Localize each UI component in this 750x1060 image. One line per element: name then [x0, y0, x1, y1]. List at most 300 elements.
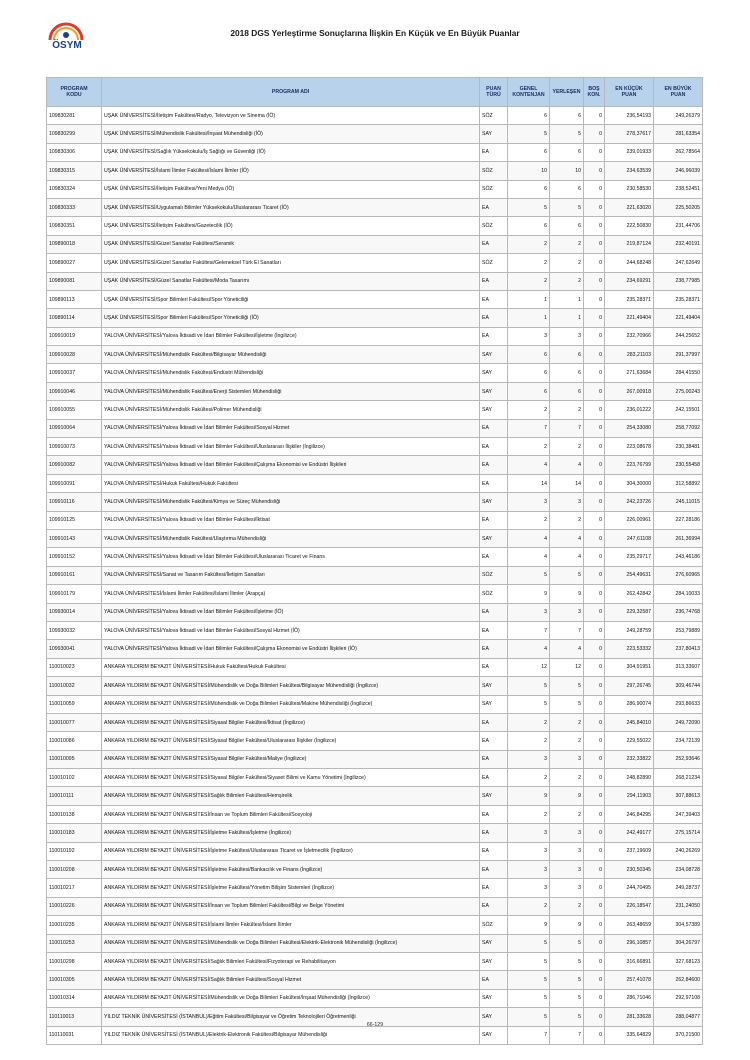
- table-row: [47, 1026, 703, 1044]
- score-type-cell: EA: [480, 309, 508, 327]
- program-code-cell: 109910091: [47, 474, 102, 492]
- general-quota-cell: 4: [508, 548, 550, 566]
- score-type-cell: SÖZ: [480, 107, 508, 125]
- general-quota-cell: 7: [508, 621, 550, 639]
- table-row: [47, 732, 703, 750]
- program-code-cell: 109830306: [47, 143, 102, 161]
- max-score-cell: 304,57389: [654, 916, 703, 934]
- min-score-cell: 297,26745: [605, 677, 654, 695]
- program-name-cell: YILDIZ TEKNİK ÜNİVERSİTESİ (İSTANBUL)/Eğitim Fakültesi/Bilgisayar ve Öğretim Teknolojileri Öğretmenliği: [102, 1008, 480, 1026]
- min-score-cell: 254,49631: [605, 566, 654, 584]
- max-score-cell: 307,88613: [654, 787, 703, 805]
- table-row: [47, 143, 703, 161]
- table-row: [47, 364, 703, 382]
- placed-cell: 3: [550, 824, 584, 842]
- program-name-cell: YALOVA ÜNİVERSİTESİ/Yalova İktisadi ve İdari Bilimler Fakültesi/Sosyal Hizmet (İÖ): [102, 621, 480, 639]
- table-row: [47, 529, 703, 547]
- empty-quota-cell: 0: [584, 438, 605, 456]
- min-score-cell: 283,21103: [605, 346, 654, 364]
- table-row: [47, 254, 703, 272]
- program-code-cell: 110010235: [47, 916, 102, 934]
- empty-quota-cell: 0: [584, 235, 605, 253]
- min-score-cell: 263,48659: [605, 916, 654, 934]
- empty-quota-cell: 0: [584, 621, 605, 639]
- program-code-cell: 110010023: [47, 658, 102, 676]
- max-score-cell: 238,77985: [654, 272, 703, 290]
- max-score-cell: 230,55458: [654, 456, 703, 474]
- empty-quota-cell: 0: [584, 511, 605, 529]
- general-quota-cell: 4: [508, 456, 550, 474]
- empty-quota-cell: 0: [584, 842, 605, 860]
- min-score-cell: 271,63684: [605, 364, 654, 382]
- program-name-cell: UŞAK ÜNİVERSİTESİ/Güzel Sanatlar Fakültesi/Moda Tasarımı: [102, 272, 480, 290]
- table-row: [47, 934, 703, 952]
- placed-cell: 10: [550, 162, 584, 180]
- max-score-cell: 244,25652: [654, 327, 703, 345]
- min-score-cell: 286,90074: [605, 695, 654, 713]
- program-code-cell: 110010208: [47, 861, 102, 879]
- score-type-cell: EA: [480, 198, 508, 216]
- general-quota-cell: 5: [508, 677, 550, 695]
- program-code-cell: 110010032: [47, 677, 102, 695]
- placed-cell: 4: [550, 529, 584, 547]
- max-score-cell: 312,58892: [654, 474, 703, 492]
- program-name-cell: ANKARA YILDIRIM BEYAZIT ÜNİVERSİTESİ/Mühendislik ve Doğa Bilimleri Fakültesi/Makine Mühendisliği (İngilizce): [102, 695, 480, 713]
- min-score-cell: 232,33822: [605, 750, 654, 768]
- general-quota-cell: 6: [508, 217, 550, 235]
- general-quota-cell: 6: [508, 143, 550, 161]
- placed-cell: 6: [550, 180, 584, 198]
- placed-cell: 6: [550, 346, 584, 364]
- col-header-general-quota: GENEL KONTENJAN: [508, 78, 550, 107]
- min-score-cell: 239,01933: [605, 143, 654, 161]
- general-quota-cell: 6: [508, 107, 550, 125]
- placed-cell: 12: [550, 658, 584, 676]
- placed-cell: 4: [550, 640, 584, 658]
- max-score-cell: 249,28737: [654, 879, 703, 897]
- placed-cell: 3: [550, 750, 584, 768]
- program-name-cell: ANKARA YILDIRIM BEYAZIT ÜNİVERSİTESİ/İşletme Fakültesi/Yönetim Bilişim Sistemleri (İngilizce): [102, 879, 480, 897]
- program-name-cell: YALOVA ÜNİVERSİTESİ/Yalova İktisadi ve İdari Bilimler Fakültesi/Çalışma Ekonomisi ve Endüstri İlişkileri: [102, 456, 480, 474]
- min-score-cell: 262,42842: [605, 585, 654, 603]
- table-row: [47, 861, 703, 879]
- min-score-cell: 226,00961: [605, 511, 654, 529]
- program-name-cell: UŞAK ÜNİVERSİTESİ/İslami İlimler Fakültesi/İslami İlimler (İÖ): [102, 162, 480, 180]
- general-quota-cell: 4: [508, 640, 550, 658]
- table-row: [47, 401, 703, 419]
- table-row: [47, 493, 703, 511]
- program-name-cell: ANKARA YILDIRIM BEYAZIT ÜNİVERSİTESİ/Sağlık Bilimleri Fakültesi/Fizyoterapi ve Rehabilitasyon: [102, 952, 480, 970]
- program-name-cell: UŞAK ÜNİVERSİTESİ/İletişim Fakültesi/Radyo, Televizyon ve Sinema (İÖ): [102, 107, 480, 125]
- score-type-cell: SAY: [480, 989, 508, 1007]
- table-row: [47, 180, 703, 198]
- placed-cell: 6: [550, 217, 584, 235]
- placed-cell: 3: [550, 861, 584, 879]
- placed-cell: 2: [550, 732, 584, 750]
- general-quota-cell: 3: [508, 824, 550, 842]
- min-score-cell: 234,69291: [605, 272, 654, 290]
- program-code-cell: 110010138: [47, 805, 102, 823]
- program-code-cell: 109890027: [47, 254, 102, 272]
- placed-cell: 3: [550, 603, 584, 621]
- max-score-cell: 309,46744: [654, 677, 703, 695]
- min-score-cell: 235,28371: [605, 290, 654, 308]
- empty-quota-cell: 0: [584, 474, 605, 492]
- score-type-cell: EA: [480, 971, 508, 989]
- placed-cell: 2: [550, 254, 584, 272]
- score-type-cell: EA: [480, 750, 508, 768]
- program-code-cell: 109930014: [47, 603, 102, 621]
- max-score-cell: 284,41550: [654, 364, 703, 382]
- program-name-cell: YALOVA ÜNİVERSİTESİ/Mühendislik Fakültesi/Polimer Mühendisliği: [102, 401, 480, 419]
- general-quota-cell: 1: [508, 290, 550, 308]
- max-score-cell: 242,15501: [654, 401, 703, 419]
- score-type-cell: SAY: [480, 382, 508, 400]
- general-quota-cell: 6: [508, 382, 550, 400]
- empty-quota-cell: 0: [584, 603, 605, 621]
- placed-cell: 2: [550, 438, 584, 456]
- program-code-cell: 109910073: [47, 438, 102, 456]
- empty-quota-cell: 0: [584, 1026, 605, 1044]
- placed-cell: 9: [550, 916, 584, 934]
- table-row: [47, 474, 703, 492]
- score-type-cell: SAY: [480, 934, 508, 952]
- general-quota-cell: 2: [508, 272, 550, 290]
- general-quota-cell: 5: [508, 989, 550, 1007]
- placed-cell: 5: [550, 125, 584, 143]
- program-code-cell: 109830351: [47, 217, 102, 235]
- max-score-cell: 235,28371: [654, 290, 703, 308]
- max-score-cell: 243,46186: [654, 548, 703, 566]
- max-score-cell: 293,86633: [654, 695, 703, 713]
- score-type-cell: EA: [480, 640, 508, 658]
- program-code-cell: 109910082: [47, 456, 102, 474]
- col-header-program-name: PROGRAM ADI: [102, 78, 480, 107]
- score-type-cell: EA: [480, 235, 508, 253]
- max-score-cell: 236,74768: [654, 603, 703, 621]
- score-type-cell: SÖZ: [480, 566, 508, 584]
- max-score-cell: 292,97108: [654, 989, 703, 1007]
- score-type-cell: SAY: [480, 677, 508, 695]
- placed-cell: 5: [550, 1008, 584, 1026]
- empty-quota-cell: 0: [584, 493, 605, 511]
- placed-cell: 2: [550, 769, 584, 787]
- results-table: [46, 77, 703, 1045]
- general-quota-cell: 6: [508, 364, 550, 382]
- max-score-cell: 221,49404: [654, 309, 703, 327]
- col-header-min-score: EN KÜÇÜK PUAN: [605, 78, 654, 107]
- max-score-cell: 232,40191: [654, 235, 703, 253]
- placed-cell: 5: [550, 566, 584, 584]
- empty-quota-cell: 0: [584, 861, 605, 879]
- general-quota-cell: 3: [508, 493, 550, 511]
- table-row: [47, 566, 703, 584]
- program-name-cell: YALOVA ÜNİVERSİTESİ/Sanat ve Tasarım Fakültesi/İletişim Sanatları: [102, 566, 480, 584]
- table-row: [47, 511, 703, 529]
- table-header-row: [47, 78, 703, 107]
- program-name-cell: ANKARA YILDIRIM BEYAZIT ÜNİVERSİTESİ/Siyasal Bilgiler Fakültesi/Uluslararası İlişkiler (İngilizce): [102, 732, 480, 750]
- score-type-cell: SAY: [480, 493, 508, 511]
- empty-quota-cell: 0: [584, 198, 605, 216]
- program-code-cell: 110010183: [47, 824, 102, 842]
- empty-quota-cell: 0: [584, 566, 605, 584]
- program-name-cell: YALOVA ÜNİVERSİTESİ/Yalova İktisadi ve İdari Bilimler Fakültesi/Çalışma Ekonomisi ve Endüstri İlişkileri (İÖ): [102, 640, 480, 658]
- placed-cell: 1: [550, 309, 584, 327]
- score-type-cell: SAY: [480, 787, 508, 805]
- general-quota-cell: 9: [508, 585, 550, 603]
- empty-quota-cell: 0: [584, 585, 605, 603]
- general-quota-cell: 3: [508, 861, 550, 879]
- program-name-cell: YALOVA ÜNİVERSİTESİ/Yalova İktisadi ve İdari Bilimler Fakültesi/Uluslararası İlişkiler (İngilizce): [102, 438, 480, 456]
- table-row: [47, 456, 703, 474]
- general-quota-cell: 2: [508, 713, 550, 731]
- empty-quota-cell: 0: [584, 695, 605, 713]
- placed-cell: 6: [550, 364, 584, 382]
- program-code-cell: 109910055: [47, 401, 102, 419]
- placed-cell: 5: [550, 198, 584, 216]
- empty-quota-cell: 0: [584, 419, 605, 437]
- general-quota-cell: 12: [508, 658, 550, 676]
- table-row: [47, 235, 703, 253]
- table-row: [47, 805, 703, 823]
- table-row: [47, 695, 703, 713]
- score-type-cell: EA: [480, 327, 508, 345]
- empty-quota-cell: 0: [584, 217, 605, 235]
- general-quota-cell: 10: [508, 162, 550, 180]
- program-code-cell: 110010086: [47, 732, 102, 750]
- table-row: [47, 750, 703, 768]
- score-type-cell: EA: [480, 290, 508, 308]
- score-type-cell: EA: [480, 713, 508, 731]
- max-score-cell: 253,79889: [654, 621, 703, 639]
- empty-quota-cell: 0: [584, 382, 605, 400]
- program-code-cell: 109910037: [47, 364, 102, 382]
- max-score-cell: 237,80413: [654, 640, 703, 658]
- program-name-cell: YALOVA ÜNİVERSİTESİ/Mühendislik Fakültesi/Enerji Sistemleri Mühendisliği: [102, 382, 480, 400]
- empty-quota-cell: 0: [584, 824, 605, 842]
- score-type-cell: EA: [480, 824, 508, 842]
- empty-quota-cell: 0: [584, 879, 605, 897]
- score-type-cell: EA: [480, 861, 508, 879]
- general-quota-cell: 9: [508, 916, 550, 934]
- table-row: [47, 309, 703, 327]
- max-score-cell: 227,28186: [654, 511, 703, 529]
- program-name-cell: ANKARA YILDIRIM BEYAZIT ÜNİVERSİTESİ/Siyasal Bilgiler Fakültesi/Siyaset Bilimi ve Kamu Yönetimi (İngilizce): [102, 769, 480, 787]
- max-score-cell: 230,38481: [654, 438, 703, 456]
- program-name-cell: ANKARA YILDIRIM BEYAZIT ÜNİVERSİTESİ/Mühendislik ve Doğa Bilimleri Fakültesi/Bilgisayar Mühendisliği (İngilizce): [102, 677, 480, 695]
- min-score-cell: 246,84295: [605, 805, 654, 823]
- score-type-cell: SAY: [480, 125, 508, 143]
- placed-cell: 2: [550, 272, 584, 290]
- min-score-cell: 244,70495: [605, 879, 654, 897]
- score-type-cell: SAY: [480, 952, 508, 970]
- program-code-cell: 109930032: [47, 621, 102, 639]
- general-quota-cell: 5: [508, 971, 550, 989]
- table-row: [47, 107, 703, 125]
- placed-cell: 2: [550, 805, 584, 823]
- empty-quota-cell: 0: [584, 529, 605, 547]
- max-score-cell: 276,60965: [654, 566, 703, 584]
- empty-quota-cell: 0: [584, 658, 605, 676]
- score-type-cell: EA: [480, 879, 508, 897]
- program-code-cell: 109930041: [47, 640, 102, 658]
- score-type-cell: EA: [480, 603, 508, 621]
- table-row: [47, 897, 703, 915]
- max-score-cell: 240,26269: [654, 842, 703, 860]
- min-score-cell: 235,29717: [605, 548, 654, 566]
- col-header-empty-quota: BOŞ KON.: [584, 78, 605, 107]
- table-row: [47, 346, 703, 364]
- score-type-cell: EA: [480, 456, 508, 474]
- program-code-cell: 109910116: [47, 493, 102, 511]
- score-type-cell: SAY: [480, 364, 508, 382]
- program-name-cell: UŞAK ÜNİVERSİTESİ/Spor Bilimleri Fakültesi/Spor Yöneticiliği: [102, 290, 480, 308]
- min-score-cell: 226,18547: [605, 897, 654, 915]
- program-code-cell: 109890114: [47, 309, 102, 327]
- min-score-cell: 223,08678: [605, 438, 654, 456]
- placed-cell: 4: [550, 548, 584, 566]
- score-type-cell: EA: [480, 732, 508, 750]
- table-row: [47, 879, 703, 897]
- empty-quota-cell: 0: [584, 143, 605, 161]
- min-score-cell: 248,82890: [605, 769, 654, 787]
- max-score-cell: 304,26797: [654, 934, 703, 952]
- program-code-cell: 110010226: [47, 897, 102, 915]
- program-name-cell: YILDIZ TEKNİK ÜNİVERSİTESİ (İSTANBUL)/Elektrik-Elektronik Fakültesi/Bilgisayar Mühendisliği: [102, 1026, 480, 1044]
- min-score-cell: 286,71046: [605, 989, 654, 1007]
- program-name-cell: ANKARA YILDIRIM BEYAZIT ÜNİVERSİTESİ/İşletme Fakültesi/Uluslararası Ticaret ve İşletmecilik (İngilizce): [102, 842, 480, 860]
- min-score-cell: 236,54193: [605, 107, 654, 125]
- general-quota-cell: 14: [508, 474, 550, 492]
- min-score-cell: 245,84010: [605, 713, 654, 731]
- min-score-cell: 335,64829: [605, 1026, 654, 1044]
- max-score-cell: 245,11015: [654, 493, 703, 511]
- placed-cell: 3: [550, 879, 584, 897]
- table-row: [47, 217, 703, 235]
- general-quota-cell: 5: [508, 198, 550, 216]
- program-name-cell: YALOVA ÜNİVERSİTESİ/Yalova İktisadi ve İdari Bilimler Fakültesi/Sosyal Hizmet: [102, 419, 480, 437]
- program-name-cell: YALOVA ÜNİVERSİTESİ/Mühendislik Fakültesi/Ulaştırma Mühendisliği: [102, 529, 480, 547]
- program-code-cell: 109910125: [47, 511, 102, 529]
- program-name-cell: YALOVA ÜNİVERSİTESİ/Mühendislik Fakültesi/Kimya ve Süreç Mühendisliği: [102, 493, 480, 511]
- score-type-cell: EA: [480, 548, 508, 566]
- col-header-max-score: EN BÜYÜK PUAN: [654, 78, 703, 107]
- placed-cell: 5: [550, 952, 584, 970]
- min-score-cell: 247,61108: [605, 529, 654, 547]
- general-quota-cell: 7: [508, 419, 550, 437]
- general-quota-cell: 3: [508, 842, 550, 860]
- general-quota-cell: 5: [508, 934, 550, 952]
- placed-cell: 5: [550, 971, 584, 989]
- table-row: [47, 290, 703, 308]
- general-quota-cell: 2: [508, 805, 550, 823]
- empty-quota-cell: 0: [584, 125, 605, 143]
- score-type-cell: SAY: [480, 1008, 508, 1026]
- program-code-cell: 109910028: [47, 346, 102, 364]
- score-type-cell: SÖZ: [480, 180, 508, 198]
- general-quota-cell: 4: [508, 529, 550, 547]
- program-code-cell: 109910064: [47, 419, 102, 437]
- min-score-cell: 304,91951: [605, 658, 654, 676]
- score-type-cell: EA: [480, 474, 508, 492]
- program-name-cell: UŞAK ÜNİVERSİTESİ/Sağlık Yüksekokulu/İş Sağlığı ve Güvenliği (İÖ): [102, 143, 480, 161]
- score-type-cell: EA: [480, 658, 508, 676]
- empty-quota-cell: 0: [584, 180, 605, 198]
- table-row: [47, 713, 703, 731]
- max-score-cell: 288,04877: [654, 1008, 703, 1026]
- program-code-cell: 109830281: [47, 107, 102, 125]
- program-code-cell: 110010314: [47, 989, 102, 1007]
- max-score-cell: 258,77092: [654, 419, 703, 437]
- table-row: [47, 327, 703, 345]
- min-score-cell: 316,66891: [605, 952, 654, 970]
- program-code-cell: 110010298: [47, 952, 102, 970]
- table-row: [47, 548, 703, 566]
- score-type-cell: EA: [480, 143, 508, 161]
- program-code-cell: 110010095: [47, 750, 102, 768]
- empty-quota-cell: 0: [584, 640, 605, 658]
- empty-quota-cell: 0: [584, 327, 605, 345]
- table-row: [47, 824, 703, 842]
- score-type-cell: EA: [480, 897, 508, 915]
- empty-quota-cell: 0: [584, 713, 605, 731]
- min-score-cell: 223,53332: [605, 640, 654, 658]
- program-name-cell: UŞAK ÜNİVERSİTESİ/Güzel Sanatlar Fakültesi/Seramik: [102, 235, 480, 253]
- empty-quota-cell: 0: [584, 952, 605, 970]
- program-name-cell: UŞAK ÜNİVERSİTESİ/İletişim Fakültesi/Yeni Medya (İÖ): [102, 180, 480, 198]
- max-score-cell: 231,44706: [654, 217, 703, 235]
- program-code-cell: 110110031: [47, 1026, 102, 1044]
- max-score-cell: 247,62649: [654, 254, 703, 272]
- program-code-cell: 110010217: [47, 879, 102, 897]
- placed-cell: 2: [550, 511, 584, 529]
- empty-quota-cell: 0: [584, 290, 605, 308]
- general-quota-cell: 2: [508, 732, 550, 750]
- placed-cell: 2: [550, 235, 584, 253]
- max-score-cell: 231,24050: [654, 897, 703, 915]
- general-quota-cell: 7: [508, 1026, 550, 1044]
- program-name-cell: ANKARA YILDIRIM BEYAZIT ÜNİVERSİTESİ/Mühendislik ve Doğa Bilimleri Fakültesi/İnşaat Mühendisliği (İngilizce): [102, 989, 480, 1007]
- max-score-cell: 291,37997: [654, 346, 703, 364]
- general-quota-cell: 3: [508, 750, 550, 768]
- empty-quota-cell: 0: [584, 897, 605, 915]
- placed-cell: 5: [550, 677, 584, 695]
- min-score-cell: 249,28759: [605, 621, 654, 639]
- max-score-cell: 249,26379: [654, 107, 703, 125]
- placed-cell: 7: [550, 419, 584, 437]
- col-header-score-type: PUAN TÜRÜ: [480, 78, 508, 107]
- min-score-cell: 236,01222: [605, 401, 654, 419]
- min-score-cell: 237,19609: [605, 842, 654, 860]
- program-code-cell: 109910143: [47, 529, 102, 547]
- max-score-cell: 252,93646: [654, 750, 703, 768]
- placed-cell: 6: [550, 143, 584, 161]
- program-name-cell: YALOVA ÜNİVERSİTESİ/Yalova İktisadi ve İdari Bilimler Fakültesi/Uluslararası Ticaret ve Finans: [102, 548, 480, 566]
- program-code-cell: 110010059: [47, 695, 102, 713]
- table-row: [47, 125, 703, 143]
- score-type-cell: SAY: [480, 1026, 508, 1044]
- empty-quota-cell: 0: [584, 254, 605, 272]
- empty-quota-cell: 0: [584, 971, 605, 989]
- program-code-cell: 109830333: [47, 198, 102, 216]
- program-code-cell: 110010192: [47, 842, 102, 860]
- min-score-cell: 257,41078: [605, 971, 654, 989]
- min-score-cell: 222,50830: [605, 217, 654, 235]
- general-quota-cell: 1: [508, 309, 550, 327]
- program-name-cell: YALOVA ÜNİVERSİTESİ/Yalova İktisadi ve İdari Bilimler Fakültesi/İktisat: [102, 511, 480, 529]
- empty-quota-cell: 0: [584, 346, 605, 364]
- program-code-cell: 109910046: [47, 382, 102, 400]
